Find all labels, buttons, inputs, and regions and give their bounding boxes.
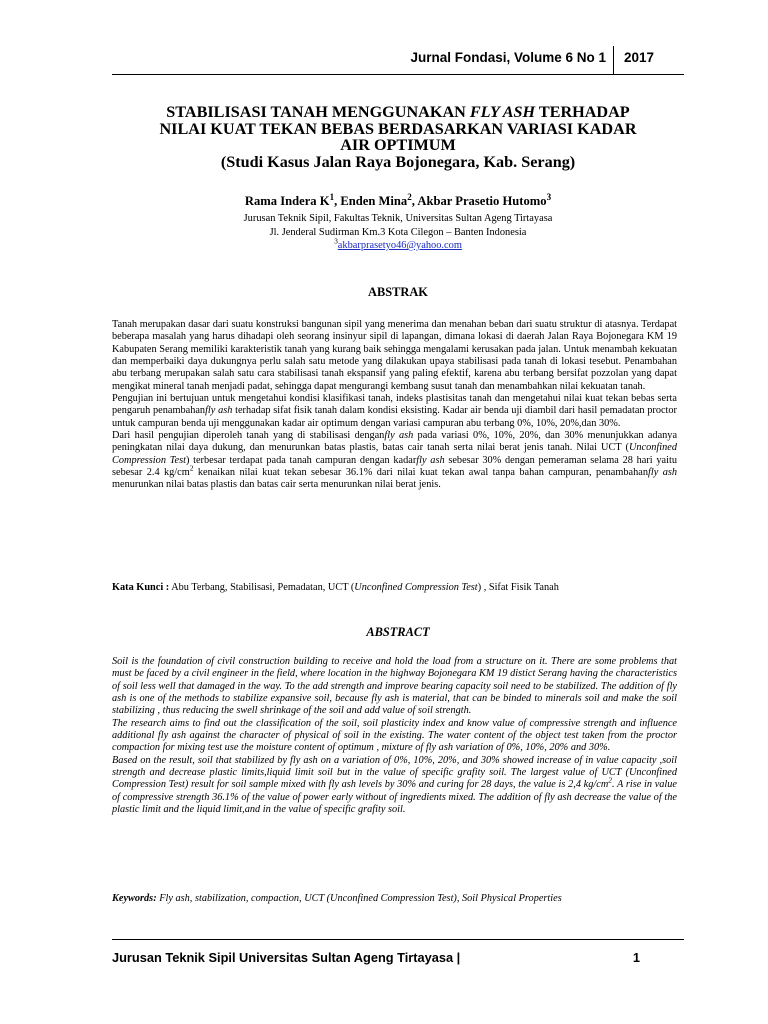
header-divider [613, 46, 614, 74]
paper-subtitle: (Studi Kasus Jalan Raya Bojonegara, Kab. Serang) [220, 152, 576, 171]
abstract-body [112, 656, 677, 816]
email-link[interactable]: akbarprasetyo46@yahoo.com [337, 240, 462, 251]
title-line-3: AIR OPTIMUM [340, 136, 456, 154]
abstrak-heading: ABSTRAK [368, 285, 428, 299]
abstrak-paragraph-3: Dari hasil pengujian diperoleh tanah yang di stabilisasi denganfly ash pada variasi 0%, 10%, 20%, dan 30% menunjukkan adanya peningkatan nilai daya dukung, dan menurunkan batas plastis, batas cair tanah serta nilai berat jenis tanah. Nilai UCT (Unconfined Compression Test) terbesar terdapat pada tanah campuran dengan kadarfly ash sebesar 30% dengan pemeraman selama 28 hari yaitu sebesar 2.4 $kg/cm^2$ kenaikan nilai kuat tekan sebesar 36.1% dari nilai kuat tekan awal tanpa bahan campuran, penambahanfly ash menurunkan nilai batas plastis dan batas cair serta menurunkan nilai berat jenis. [112, 430, 678, 491]
page-header [112, 46, 684, 75]
affiliation-institution: Jurusan Teknik Sipil, Fakultas Teknik, Universitas Sultan Ageng Tirtayasa [243, 213, 553, 224]
keywords-label: Keywords: [112, 893, 157, 904]
footer-institution: Jurusan Teknik Sipil Universitas Sultan Ageng Tirtayasa | [112, 950, 461, 965]
kata-kunci-label: Kata Kunci : [112, 582, 170, 593]
journal-name: Jurnal Fondasi, Volume 6 No 1 [410, 50, 606, 65]
abstract-paragraph-2: The research aims to find out the classification of the soil, soil plasticity index and know value of compressive strength and influence additional fly ash against the character of physical of soil in the existing. The water content of the object test taken from the proctor compaction for mixing test use the moisture content of optimum , mixture of fly ash variation of 0%, 10%, 20% and 30%. [112, 717, 677, 754]
title-line-1: STABILISASI TANAH MENGGUNAKAN FLY ASH TERHADAP [166, 103, 630, 121]
abstrak-paragraph-2: Pengujian ini bertujuan untuk mengetahui kondisi klasifikasi tanah, indeks plastisitas tanah dan mengetahui nilai kuat tekan bebas serta pengaruh penambahanfly ash terhadap sifat fisik tanah dalam kondisi eksisting. Kadar air benda uji diambil dari hasil pemadatan proctor untuk campuran benda uji menggunakan kadar air optimum dengan variasi campuran abu terbang 0%, 10%, 20%,dan 30%. [112, 393, 677, 429]
kata-kunci: Kata Kunci : Abu Terbang, Stabilisasi, Pemadatan, UCT (Unconfined Compression Test) , Sifat Fisik Tanah [112, 582, 559, 593]
journal-year: 2017 [623, 50, 654, 65]
keywords: Keywords: Fly ash, stabilization, compaction, UCT (Unconfined Compression Test), Soil Physical Properties [112, 893, 562, 904]
affiliation-email: $^3$akbarprasetyo46@yahoo.com [334, 236, 462, 251]
abstract-heading: ABSTRACT [366, 625, 430, 639]
author-list: Rama Indera $K^1$, Enden Mina$^2$, Akbar Prasetio Hutomo$^3$ [244, 191, 552, 208]
affiliation [112, 212, 684, 253]
abstract-paragraph-3: Based on the result, soil that stabilized by fly ash on a variation of 0%, 10%, 20%, and 30% showed increase of in value capacity ,soil strength and decrease plastic limits,liquid limit soil but in the value of specific grafity soil. The largest value of UCT (Unconfined Compression Test) result for soil sample mixed with fly ash levels by 30% and curing for 28 days, the value is 2,4 $kg/cm^2$. A rise in value of compressive strength 36.1% of the value of power early without of ingredients mixed. The addition of fly ash decrease the value of the plastic limit and the liquid limit,and in the value of specific grafity soil. [112, 754, 677, 816]
title-line-2: NILAI KUAT TEKAN BEBAS BERDASARKAN VARIASI KADAR [159, 119, 637, 138]
abstrak-body [112, 319, 677, 492]
page-number: 1 [632, 950, 640, 965]
paper-title [112, 104, 684, 170]
abstract-paragraph-1: Soil is the foundation of civil construction building to receive and hold the load from a structure on it. There are some problems that must be faced by a civil engineer in the field, where location in the highway Bojonegara KM 19 distict Serang having the characteristics of soil less well that damaged in the way. To the add strength and improve bearing capacity soil need to be stabilized. The addition of fly ash is one of the methods to stabilize expansive soil, because fly ash is material, that can be binded to minerals soil and make the soil stabilizing , thus reducing the swell shrinkage of the soil and add value of soil strength. [112, 656, 677, 717]
affiliation-address: Jl. Jenderal Sudirman Km.3 Kota Cilegon – Banten Indonesia [269, 226, 527, 238]
page-footer [112, 939, 684, 965]
abstrak-paragraph-1: Tanah merupakan dasar dari suatu konstruksi bangunan sipil yang menerima dan menahan beban dari suatu struktur di atasnya. Terdapat beberapa masalah yang harus dihadapi oleh seorang insinyur sipil di lapangan, dimana lokasi di daerah Jalan Raya Bojonegara KM 19 Kabupaten Serang memiliki karakteristik tanah yang kurang baik sehingga mengalami kerusakan pada jalan. Untuk menambah kekuatan dan memperbaiki daya dukungnya perlu salah satu metode yang dilakukan upaya stabilisasi pada tanah di lokasi tesebut. Penambahan abu terbang merupakan salah satu cara stabilisasi tanah ekspansif yang paling efektif, karena abu terbang bersifat pozzolan yang dapat mengikat mineral tanah menjadi padat, sehingga dapat mengurangi kembang susut tanah dan menambahkan nilai kekuatan tanah. [112, 319, 677, 392]
